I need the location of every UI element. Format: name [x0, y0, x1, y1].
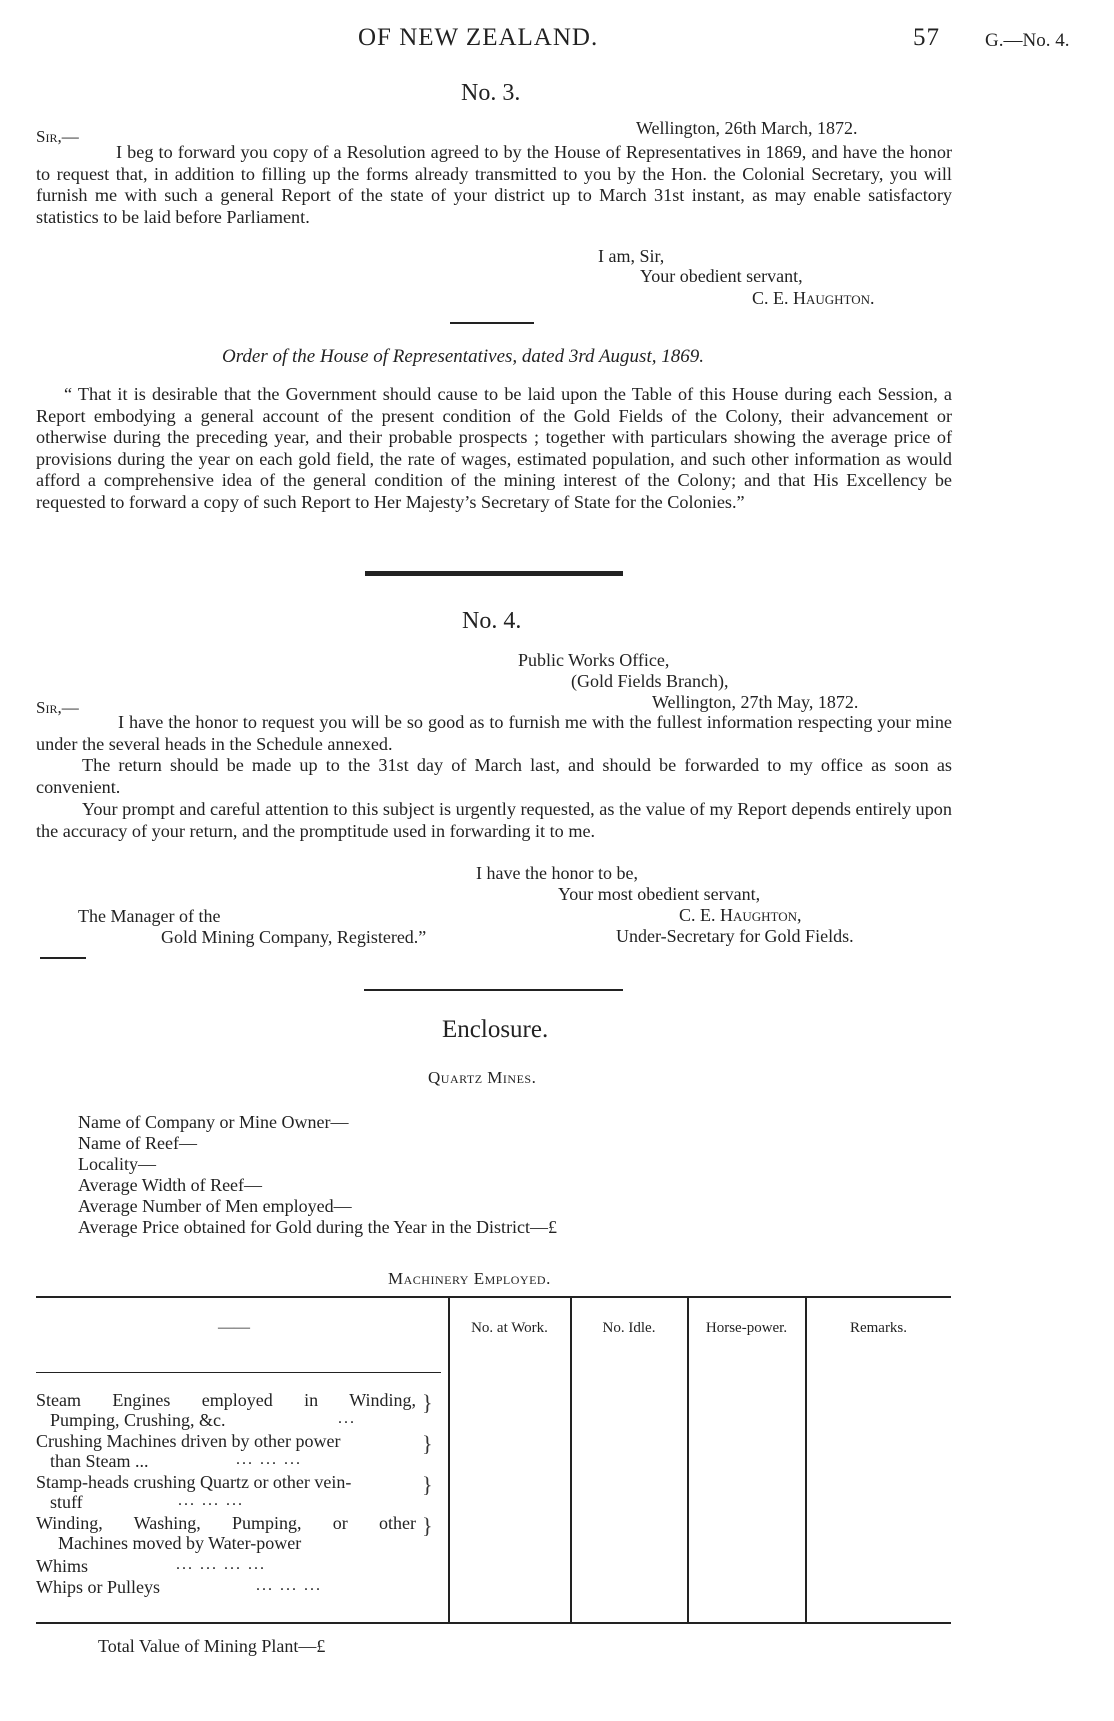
- letter-3-body: I beg to forward you copy of a Resolution agreed to by the House of Representatives in 1869, and have the honor to request that, in addition to filling up the forms already transmitted to you by the Hon. the Colonial Secretary, you will furnish me with such a general Report of the state of your district up to March 31st instant, as may enable satisfactory statistics to be laid before Parliament.: [36, 142, 952, 227]
- section-divider: [364, 989, 623, 991]
- order-title: Order of the House of Representatives, dated 3rd August, 1869.: [222, 346, 704, 367]
- table-bottom-rule: [36, 1622, 951, 1624]
- field-reef-width: Average Width of Reef—: [78, 1175, 263, 1195]
- table-row-leader-dots: ... ... ...: [236, 1451, 302, 1468]
- letter-3-heading: No. 3.: [461, 80, 521, 106]
- field-company-name: Name of Company or Mine Owner—: [78, 1112, 349, 1132]
- table-row-label: Steam Engines employed in Winding,: [36, 1390, 416, 1410]
- table-row-label: Whips or Pulleys: [36, 1577, 160, 1597]
- table-row-label: Stamp-heads crushing Quartz or other vein-: [36, 1472, 352, 1492]
- table-row-leader-dots: ...: [338, 1410, 356, 1427]
- letter-4-addressee-1: The Manager of the: [78, 906, 221, 926]
- letter-4-paragraph-3: Your prompt and careful attention to this subject is urgently requested, as the value of my Report depends entirely upon the accuracy of your return, and the promptitude used in forwarding it to me.: [36, 799, 952, 841]
- running-title: OF NEW ZEALAND.: [358, 24, 599, 51]
- page-number: 57: [913, 24, 940, 51]
- machinery-title: Machinery Employed.: [388, 1269, 551, 1288]
- total-value-line: Total Value of Mining Plant—£: [98, 1636, 326, 1656]
- letter-4-paragraph-2: The return should be made up to the 31st day of March last, and should be forwarded to my office as soon as convenient.: [36, 755, 952, 797]
- table-col-line-1: [448, 1296, 450, 1622]
- table-row-leader-dots: ... ... ...: [256, 1577, 322, 1594]
- table-col-line-3: [687, 1296, 689, 1622]
- letter-4-signature-title: Under-Secretary for Gold Fields.: [616, 926, 854, 946]
- table-row-label: Whims: [36, 1556, 88, 1576]
- table-row-brace: }: [422, 1472, 433, 1497]
- table-row-brace: }: [422, 1390, 433, 1415]
- enclosure-title: Enclosure.: [442, 1016, 549, 1043]
- table-row-leader-dots: ... ... ... ...: [176, 1556, 266, 1573]
- field-reef-name: Name of Reef—: [78, 1133, 197, 1153]
- field-men-employed: Average Number of Men employed—: [78, 1196, 352, 1216]
- letter-3-closing: I am, Sir,: [598, 246, 665, 266]
- letter-4-paragraph-1: I have the honor to request you will be so good as to furnish me with the fullest information respecting your mine under the several heads in the Schedule annexed.: [36, 712, 952, 754]
- table-row-label-continued: Pumping, Crushing, &c.: [50, 1410, 226, 1430]
- table-head-rule: [36, 1372, 441, 1373]
- table-col-line-4: [805, 1296, 807, 1622]
- table-top-rule: [36, 1296, 951, 1298]
- letter-4-address-2: (Gold Fields Branch),: [571, 671, 729, 691]
- column-header-remarks: Remarks.: [849, 1320, 908, 1336]
- table-row-label-continued: than Steam ...: [50, 1451, 149, 1471]
- table-row-label-continued: Machines moved by Water-power: [58, 1533, 302, 1553]
- enclosure-subtitle: Quartz Mines.: [428, 1068, 537, 1087]
- letter-4-salutation: Sir,—: [36, 698, 79, 717]
- column-header-idle: No. Idle.: [602, 1320, 656, 1336]
- letter-4-closing: I have the honor to be,: [476, 863, 638, 883]
- table-row-leader-dots: ... ... ...: [178, 1492, 244, 1509]
- letter-4-address-1: Public Works Office,: [518, 650, 670, 670]
- table-row-brace: }: [422, 1513, 433, 1538]
- addressee-dash: [40, 957, 86, 959]
- column-header-at-work: No. at Work.: [471, 1320, 548, 1336]
- table-row-brace: }: [422, 1431, 433, 1456]
- table-row-label-continued: stuff: [50, 1492, 83, 1512]
- letter-4-heading: No. 4.: [462, 608, 522, 634]
- field-gold-price: Average Price obtained for Gold during the Year in the District—£: [78, 1217, 558, 1237]
- thick-divider: [365, 571, 623, 576]
- letter-4-date: Wellington, 27th May, 1872.: [652, 692, 859, 712]
- letter-3-salutation: Sir,—: [36, 127, 79, 146]
- table-row-label: Crushing Machines driven by other power: [36, 1431, 341, 1451]
- letter-3-signature: C. E. Haughton.: [752, 288, 875, 308]
- table-row-label: Winding, Washing, Pumping, or other: [36, 1513, 416, 1533]
- letter-4-signature: C. E. Haughton,: [679, 905, 802, 925]
- letter-3-date: Wellington, 26th March, 1872.: [636, 118, 858, 138]
- table-col-line-2: [570, 1296, 572, 1622]
- letter-4-closing-2: Your most obedient servant,: [558, 884, 761, 904]
- short-divider: [450, 322, 534, 324]
- order-body: “ That it is desirable that the Government should cause to be laid upon the Table of this House during each Session, a Report embodying a general account of the present condition of the Gold Fields of the Colony, their advancement or otherwise during the preceding year, and their probable prospects ; together with particulars showing the average price of provisions during the year on each gold field, the rate of wages, estimated population, and such other information as would afford a comprehensive idea of the general condition of the mining interest of the Colony; and that His Excellency be requested to forward a copy of such Report to Her Majesty’s Secretary of State for the Colonies.”: [36, 384, 952, 512]
- column-header-horse-power: Horse-power.: [705, 1320, 788, 1336]
- table-corner-dash: ——: [218, 1319, 250, 1336]
- letter-3-closing-2: Your obedient servant,: [640, 266, 803, 286]
- letter-4-addressee-2: Gold Mining Company, Registered.”: [161, 927, 427, 947]
- field-locality: Locality—: [78, 1154, 156, 1174]
- document-reference: G.—No. 4.: [985, 30, 1070, 51]
